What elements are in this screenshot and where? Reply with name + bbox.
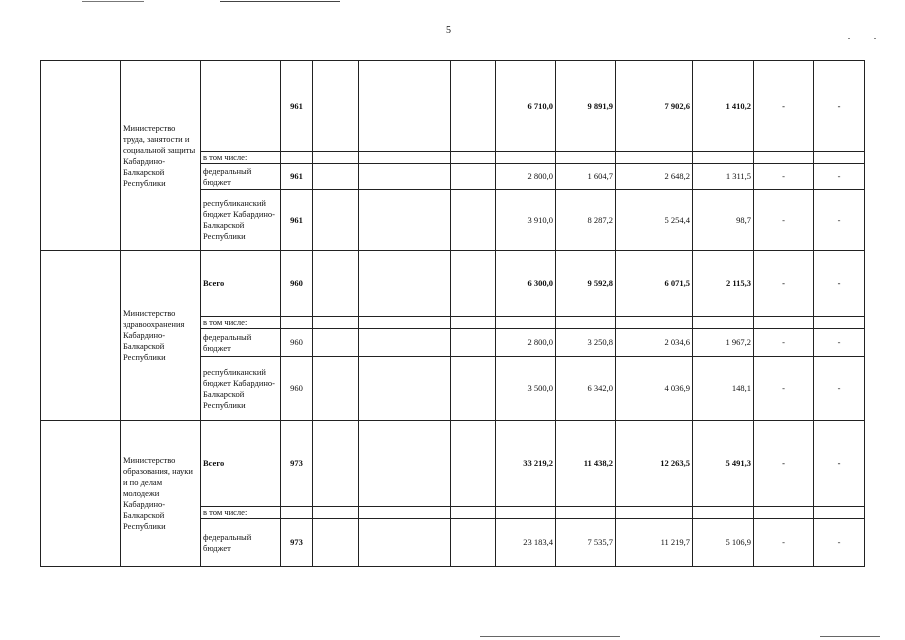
value-cell: 8 287,2 — [556, 190, 616, 251]
value-cell: 23 183,4 — [496, 519, 556, 567]
empty-cell — [451, 421, 496, 507]
empty-cell — [359, 317, 451, 329]
empty-cell — [451, 152, 496, 164]
empty-cell — [359, 519, 451, 567]
value-cell: 9 891,9 — [556, 61, 616, 152]
empty-cell — [754, 152, 814, 164]
empty-cell — [451, 519, 496, 567]
value-cell: - — [814, 190, 865, 251]
empty-cell — [556, 152, 616, 164]
value-cell: 1 967,2 — [693, 329, 754, 357]
empty-cell — [556, 507, 616, 519]
value-cell: 6 071,5 — [616, 251, 693, 317]
row-label: в том числе: — [201, 152, 281, 164]
value-cell: 2 034,6 — [616, 329, 693, 357]
value-cell: 9 592,8 — [556, 251, 616, 317]
row-label: федеральный бюджет — [201, 329, 281, 357]
empty-cell — [313, 152, 359, 164]
ministry-name: Министерство здравоохранения Кабардино-Балкарской Республики — [121, 251, 201, 421]
empty-cell — [313, 164, 359, 190]
value-cell: 5 491,3 — [693, 421, 754, 507]
page-number: 5 — [446, 25, 451, 36]
value-cell: 5 106,9 — [693, 519, 754, 567]
value-cell: 3 500,0 — [496, 357, 556, 421]
row-label: в том числе: — [201, 317, 281, 329]
value-cell: - — [754, 329, 814, 357]
value-cell: 33 219,2 — [496, 421, 556, 507]
row-label: республиканский бюджет Кабардино-Балкарской Республики — [201, 190, 281, 251]
scan-artifact — [220, 1, 340, 2]
row-label: федеральный бюджет — [201, 164, 281, 190]
row-label: Всего — [201, 251, 281, 317]
empty-cell — [693, 507, 754, 519]
value-cell: 3 250,8 — [556, 329, 616, 357]
budget-code: 961 — [281, 190, 313, 251]
empty-cell — [41, 421, 121, 567]
value-cell: 5 254,4 — [616, 190, 693, 251]
empty-cell — [754, 507, 814, 519]
row-label: федеральный бюджет — [201, 519, 281, 567]
value-cell: - — [814, 357, 865, 421]
value-cell: - — [754, 519, 814, 567]
empty-cell — [693, 152, 754, 164]
empty-cell — [281, 152, 313, 164]
value-cell: - — [754, 164, 814, 190]
budget-code: 960 — [281, 329, 313, 357]
value-cell: 148,1 — [693, 357, 754, 421]
empty-cell — [313, 329, 359, 357]
value-cell: - — [814, 164, 865, 190]
scan-artifact — [874, 38, 876, 39]
value-cell: - — [754, 357, 814, 421]
empty-cell — [814, 317, 865, 329]
empty-cell — [451, 251, 496, 317]
empty-cell — [359, 357, 451, 421]
value-cell: 2 648,2 — [616, 164, 693, 190]
empty-cell — [616, 317, 693, 329]
empty-cell — [313, 519, 359, 567]
value-cell: 11 219,7 — [616, 519, 693, 567]
scan-artifact — [848, 38, 850, 39]
value-cell: - — [814, 251, 865, 317]
budget-code: 960 — [281, 357, 313, 421]
empty-cell — [359, 251, 451, 317]
value-cell: - — [814, 519, 865, 567]
empty-cell — [41, 251, 121, 421]
row-label — [201, 61, 281, 152]
empty-cell — [359, 164, 451, 190]
value-cell: 2 115,3 — [693, 251, 754, 317]
empty-cell — [496, 152, 556, 164]
value-cell: - — [814, 421, 865, 507]
scan-artifact — [820, 636, 880, 637]
empty-cell — [313, 190, 359, 251]
empty-cell — [616, 507, 693, 519]
value-cell: 6 300,0 — [496, 251, 556, 317]
empty-cell — [451, 164, 496, 190]
empty-cell — [359, 329, 451, 357]
value-cell: 7 902,6 — [616, 61, 693, 152]
budget-code: 973 — [281, 519, 313, 567]
budget-code: 973 — [281, 421, 313, 507]
empty-cell — [814, 152, 865, 164]
value-cell: 3 910,0 — [496, 190, 556, 251]
ministry-name: Министерство образования, науки и по делам молодежи Кабардино-Балкарской Республики — [121, 421, 201, 567]
budget-code: 961 — [281, 61, 313, 152]
value-cell: - — [754, 190, 814, 251]
empty-cell — [359, 190, 451, 251]
table-row — [41, 61, 865, 152]
scan-artifact — [480, 636, 620, 637]
empty-cell — [313, 421, 359, 507]
empty-cell — [451, 329, 496, 357]
empty-cell — [556, 317, 616, 329]
empty-cell — [496, 317, 556, 329]
scan-artifact — [82, 1, 144, 2]
empty-cell — [313, 317, 359, 329]
empty-cell — [41, 61, 121, 251]
value-cell: - — [754, 251, 814, 317]
empty-cell — [451, 317, 496, 329]
empty-cell — [281, 507, 313, 519]
value-cell: 1 604,7 — [556, 164, 616, 190]
row-label: в том числе: — [201, 507, 281, 519]
empty-cell — [313, 251, 359, 317]
value-cell: 4 036,9 — [616, 357, 693, 421]
empty-cell — [451, 507, 496, 519]
value-cell: 1 410,2 — [693, 61, 754, 152]
value-cell: 2 800,0 — [496, 329, 556, 357]
empty-cell — [814, 507, 865, 519]
empty-cell — [281, 317, 313, 329]
row-label: Всего — [201, 421, 281, 507]
empty-cell — [359, 61, 451, 152]
table-row — [41, 421, 865, 507]
empty-cell — [359, 421, 451, 507]
ministry-name: Министерство труда, занятости и социальной защиты Кабардино-Балкарской Республики — [121, 61, 201, 251]
empty-cell — [693, 317, 754, 329]
value-cell: 98,7 — [693, 190, 754, 251]
value-cell: 11 438,2 — [556, 421, 616, 507]
empty-cell — [313, 357, 359, 421]
budget-code: 960 — [281, 251, 313, 317]
table-row — [41, 251, 865, 317]
value-cell: - — [814, 329, 865, 357]
budget-code: 961 — [281, 164, 313, 190]
value-cell: - — [754, 421, 814, 507]
row-label: республиканский бюджет Кабардино-Балкарской Республики — [201, 357, 281, 421]
empty-cell — [313, 61, 359, 152]
empty-cell — [616, 152, 693, 164]
value-cell: 12 263,5 — [616, 421, 693, 507]
empty-cell — [313, 507, 359, 519]
value-cell: 6 710,0 — [496, 61, 556, 152]
value-cell: 7 535,7 — [556, 519, 616, 567]
empty-cell — [754, 317, 814, 329]
empty-cell — [451, 357, 496, 421]
value-cell: - — [754, 61, 814, 152]
value-cell: 2 800,0 — [496, 164, 556, 190]
empty-cell — [359, 507, 451, 519]
value-cell: - — [814, 61, 865, 152]
value-cell: 6 342,0 — [556, 357, 616, 421]
value-cell: 1 311,5 — [693, 164, 754, 190]
budget-table — [40, 60, 865, 567]
empty-cell — [451, 61, 496, 152]
empty-cell — [451, 190, 496, 251]
empty-cell — [496, 507, 556, 519]
empty-cell — [359, 152, 451, 164]
